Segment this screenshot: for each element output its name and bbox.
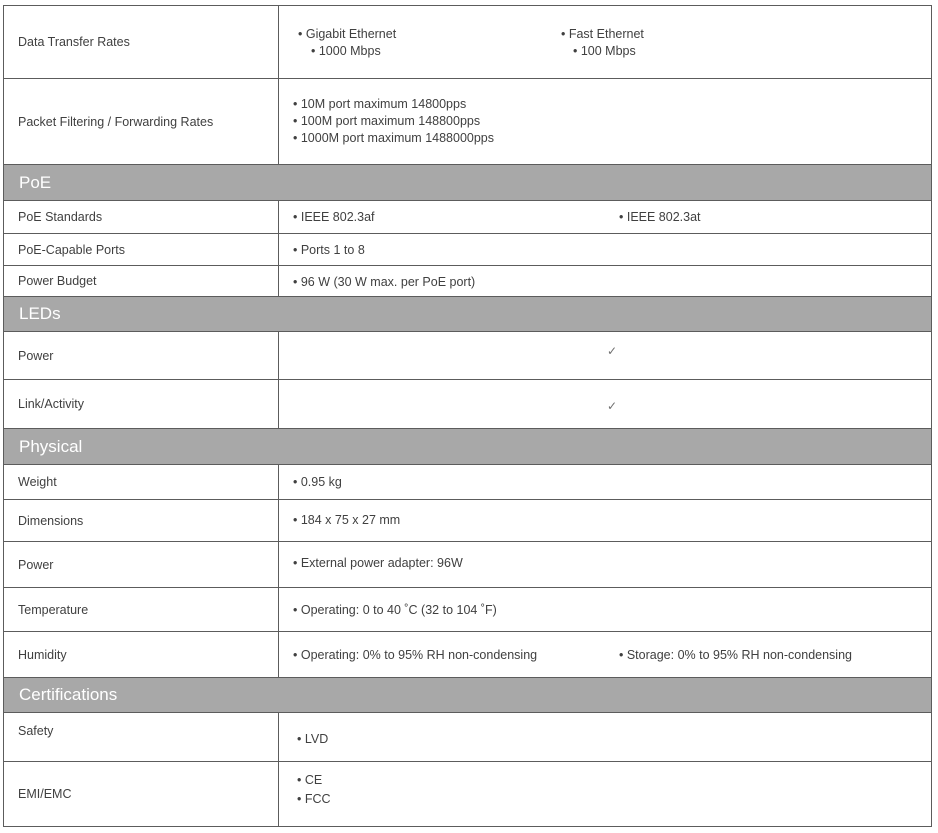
label-power: Power <box>4 542 279 587</box>
value-weight <box>279 465 931 499</box>
section-header-poe: PoE <box>3 165 932 201</box>
packet-rate-100m: • 100M port maximum 148800pps <box>293 114 481 128</box>
value-poe-standards <box>279 201 931 233</box>
power-budget-value: • 96 W (30 W max. per PoE port) <box>293 275 476 289</box>
section-header-physical: Physical <box>3 429 932 465</box>
led-power-check-icon: ✓ <box>607 344 618 358</box>
value-safety <box>279 713 931 761</box>
label-poe-capable-ports: PoE-Capable Ports <box>4 234 279 265</box>
value-power <box>279 542 931 587</box>
row-led-power <box>3 332 932 380</box>
value-led-power <box>279 332 931 379</box>
gigabit-ethernet-speed: • 1000 Mbps <box>311 44 381 58</box>
poe-ports-value: • Ports 1 to 8 <box>293 243 365 257</box>
emi-fcc: • FCC <box>297 792 331 806</box>
value-led-link-activity <box>279 380 931 428</box>
dimensions-value: • 184 x 75 x 27 mm <box>293 513 401 527</box>
row-emi-emc <box>3 762 932 827</box>
label-poe-standards: PoE Standards <box>4 201 279 233</box>
spec-table <box>3 5 932 827</box>
packet-rate-10m: • 10M port maximum 14800pps <box>293 97 467 111</box>
value-dimensions <box>279 500 931 541</box>
row-data-transfer-rates <box>3 5 932 79</box>
gigabit-ethernet-title: • Gigabit Ethernet <box>298 27 397 41</box>
row-temperature <box>3 588 932 632</box>
humidity-storage: • Storage: 0% to 95% RH non-condensing <box>619 648 852 662</box>
row-power <box>3 542 932 588</box>
row-dimensions <box>3 500 932 542</box>
label-safety: Safety <box>4 713 279 761</box>
row-packet-filtering <box>3 79 932 165</box>
label-weight: Weight <box>4 465 279 499</box>
packet-rate-1000m: • 1000M port maximum 1488000pps <box>293 131 495 145</box>
row-weight <box>3 465 932 500</box>
poe-standard-af: • IEEE 802.3af <box>293 210 375 224</box>
safety-value: • LVD <box>297 732 329 746</box>
row-led-link-activity <box>3 380 932 429</box>
label-led-power: Power <box>4 332 279 379</box>
fast-ethernet-title: • Fast Ethernet <box>561 27 644 41</box>
value-data-transfer-rates <box>279 6 931 78</box>
label-humidity: Humidity <box>4 632 279 677</box>
value-packet-filtering <box>279 79 931 164</box>
label-power-budget: Power Budget <box>4 266 279 296</box>
weight-value: • 0.95 kg <box>293 475 342 489</box>
label-data-transfer-rates: Data Transfer Rates <box>4 6 279 78</box>
label-led-link-activity: Link/Activity <box>4 380 279 428</box>
value-power-budget <box>279 266 931 296</box>
section-header-certifications: Certifications <box>3 678 932 713</box>
temperature-value: • Operating: 0 to 40 ˚C (32 to 104 ˚F) <box>293 603 497 617</box>
label-dimensions: Dimensions <box>4 500 279 541</box>
value-humidity <box>279 632 931 677</box>
label-packet-filtering: Packet Filtering / Forwarding Rates <box>4 79 279 164</box>
row-power-budget <box>3 266 932 297</box>
power-value: • External power adapter: 96W <box>293 556 463 570</box>
row-humidity <box>3 632 932 678</box>
value-temperature <box>279 588 931 631</box>
fast-ethernet-speed: • 100 Mbps <box>573 44 636 58</box>
row-poe-capable-ports <box>3 234 932 266</box>
poe-standard-at: • IEEE 802.3at <box>619 210 701 224</box>
humidity-operating: • Operating: 0% to 95% RH non-condensing <box>293 648 538 662</box>
value-emi-emc <box>279 762 931 826</box>
row-poe-standards <box>3 201 932 234</box>
emi-ce: • CE <box>297 773 323 787</box>
label-temperature: Temperature <box>4 588 279 631</box>
row-safety <box>3 713 932 762</box>
led-link-check-icon: ✓ <box>607 399 618 413</box>
label-emi-emc: EMI/EMC <box>4 762 279 826</box>
value-poe-capable-ports <box>279 234 931 265</box>
section-header-leds: LEDs <box>3 297 932 332</box>
